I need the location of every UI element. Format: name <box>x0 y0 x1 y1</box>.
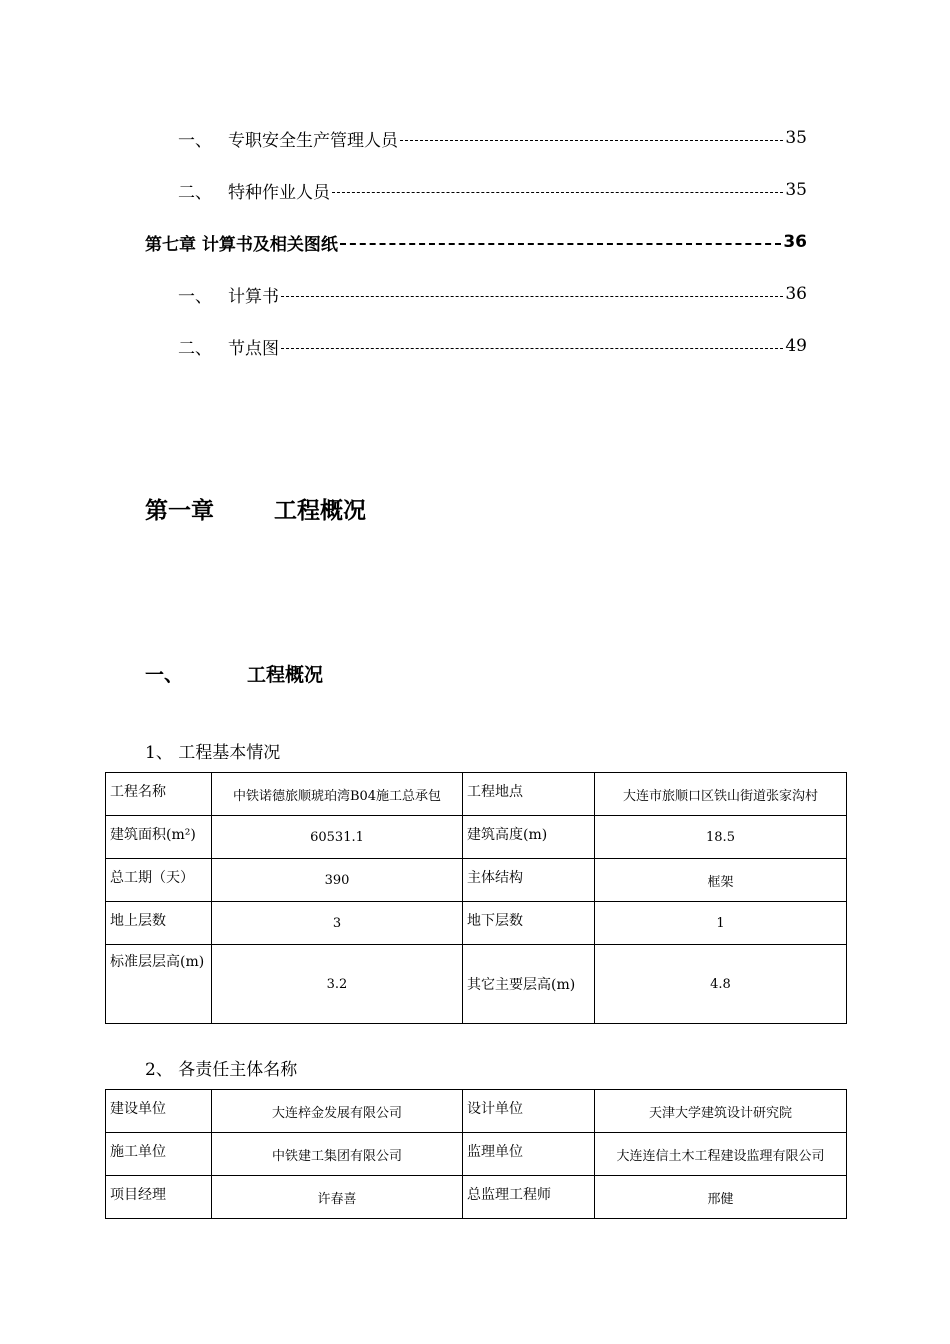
table-value: 60531.1 <box>212 816 463 859</box>
toc-num: 一、 <box>178 130 212 151</box>
toc-page: 49 <box>785 336 807 356</box>
toc-entry[interactable] <box>145 124 807 152</box>
table-value: 18.5 <box>595 816 847 859</box>
table-value: 3.2 <box>212 945 463 1024</box>
project-basic-table <box>105 772 847 1024</box>
table-value: 大连梓金发展有限公司 <box>212 1090 463 1133</box>
table-label: 工程地点 <box>463 773 595 816</box>
toc-leader <box>340 241 781 245</box>
chapter-num: 第一章 <box>145 498 214 524</box>
table-label: 总工期（天） <box>106 859 212 902</box>
table-label: 监理单位 <box>463 1133 595 1176</box>
table-label: 地上层数 <box>106 902 212 945</box>
table-row <box>106 816 847 859</box>
table-value: 1 <box>595 902 847 945</box>
table-label: 总监理工程师 <box>463 1176 595 1219</box>
toc-page: 35 <box>785 128 807 148</box>
table-value: 大连连信土木工程建设监理有限公司 <box>595 1133 847 1176</box>
table-value: 中铁建工集团有限公司 <box>212 1133 463 1176</box>
table-row <box>106 1133 847 1176</box>
section-title: 工程概况 <box>247 664 324 686</box>
toc-leader <box>400 138 783 141</box>
table-row <box>106 773 847 816</box>
chapter-title: 工程概况 <box>274 498 366 524</box>
table-label: 工程名称 <box>106 773 212 816</box>
toc-leader <box>281 294 783 297</box>
table-value: 3 <box>212 902 463 945</box>
toc-text: 节点图 <box>228 338 279 359</box>
table-label: 建筑面积(m²) <box>106 816 212 859</box>
table-row <box>106 1090 847 1133</box>
toc-text: 计算书 <box>228 286 279 307</box>
table-value: 大连市旅顺口区铁山街道张家沟村 <box>595 773 847 816</box>
table-label: 建筑高度(m) <box>463 816 595 859</box>
responsible-parties-table <box>105 1089 847 1219</box>
toc-entry[interactable] <box>145 332 807 360</box>
toc-leader <box>281 346 783 349</box>
toc-leader <box>332 190 783 193</box>
table-row <box>106 1176 847 1219</box>
toc-num: 一、 <box>178 286 212 307</box>
table-value: 天津大学建筑设计研究院 <box>595 1090 847 1133</box>
toc-entry[interactable] <box>145 176 807 204</box>
chapter-heading <box>145 492 366 525</box>
toc-text: 第七章 计算书及相关图纸 <box>145 234 338 255</box>
table-label: 设计单位 <box>463 1090 595 1133</box>
toc-text: 专职安全生产管理人员 <box>228 130 398 151</box>
table-value: 框架 <box>595 859 847 902</box>
table-label: 施工单位 <box>106 1133 212 1176</box>
table-value: 邢健 <box>595 1176 847 1219</box>
toc-page: 36 <box>783 232 807 252</box>
table-row <box>106 945 847 1024</box>
toc-page: 36 <box>785 284 807 304</box>
toc-entry[interactable] <box>145 280 807 308</box>
table-row <box>106 902 847 945</box>
table-label: 项目经理 <box>106 1176 212 1219</box>
table-label: 标准层层高(m) <box>106 945 212 1024</box>
toc-page: 35 <box>785 180 807 200</box>
table-label: 地下层数 <box>463 902 595 945</box>
toc-num: 二、 <box>178 338 212 359</box>
table-value: 390 <box>212 859 463 902</box>
table-label: 建设单位 <box>106 1090 212 1133</box>
table-label: 主体结构 <box>463 859 595 902</box>
table-row <box>106 859 847 902</box>
section-heading <box>145 660 323 687</box>
table-value: 4.8 <box>595 945 847 1024</box>
toc-num: 二、 <box>178 182 212 203</box>
subsection-heading: 1、 工程基本情况 <box>145 743 281 763</box>
table-value: 许春喜 <box>212 1176 463 1219</box>
subsection-heading: 2、 各责任主体名称 <box>145 1060 298 1080</box>
toc-entry-chapter[interactable] <box>145 228 807 256</box>
section-num: 一、 <box>145 664 184 686</box>
toc-text: 特种作业人员 <box>228 182 330 203</box>
table-label: 其它主要层高(m) <box>463 945 595 1024</box>
table-value: 中铁诺德旅顺琥珀湾B04施工总承包 <box>212 773 463 816</box>
